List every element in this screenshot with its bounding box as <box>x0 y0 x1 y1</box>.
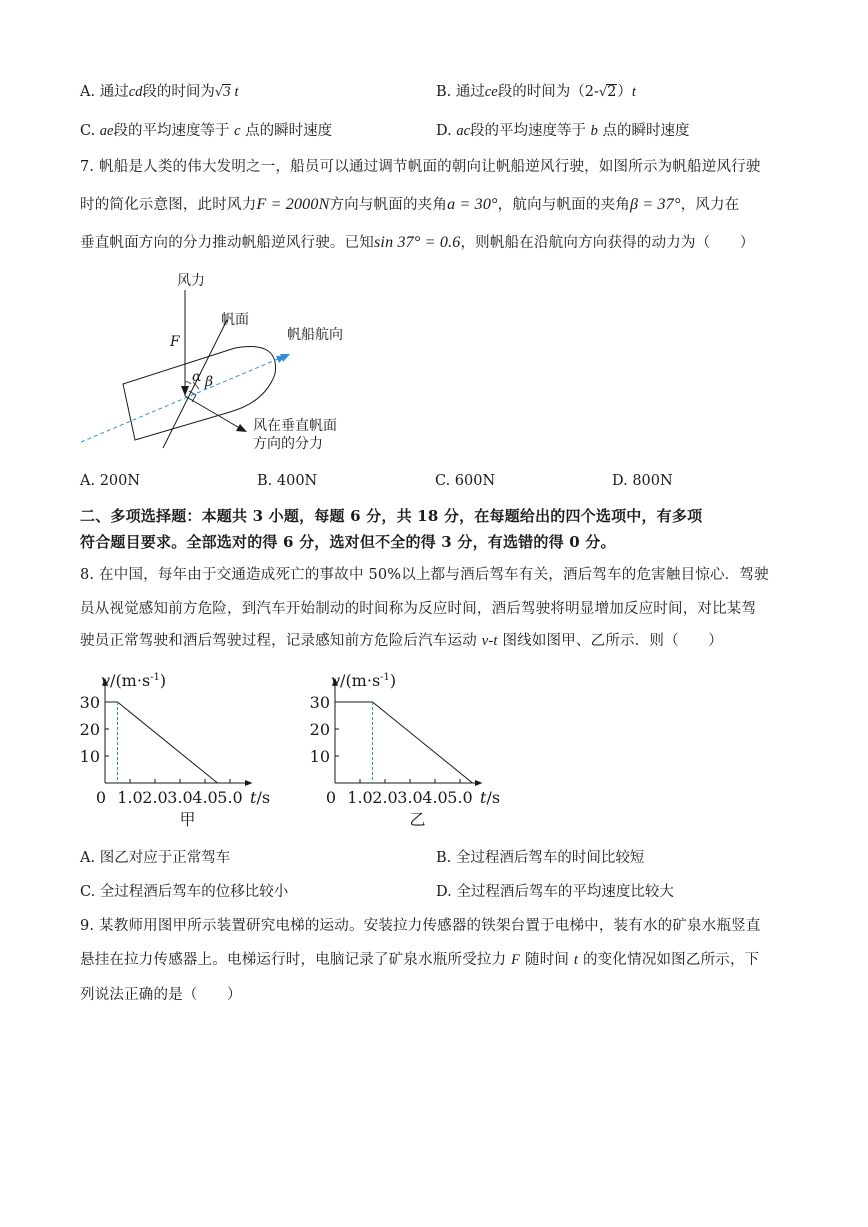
x-axis-label <box>250 788 270 807</box>
q9-line-3: 列说法正确的是（ ） <box>80 987 242 1003</box>
y-axis-label-part: /(m·s <box>110 671 151 691</box>
label-perp-2: 方向的分力 <box>253 436 323 452</box>
x-axis-label-part: t <box>480 788 487 807</box>
perp-component-arrowhead <box>236 424 247 432</box>
q9-line-1: 9. 某教师用图甲所示装置研究电梯的运动。安装拉力传感器的铁架台置于电梯中，装有水的矿泉水瓶竖直 <box>80 918 761 934</box>
x-tick-label: 5.0 <box>217 788 243 807</box>
x-tick-label: 5.0 <box>447 788 473 807</box>
q7-line-3: 垂直帆面方向的分力推动帆船逆风行驶。已知sin 37° = 0.6，则帆船在沿航向方向获得的动力为（ ） <box>80 234 755 251</box>
velocity-line <box>105 702 218 783</box>
y-tick-label: 30 <box>79 693 100 712</box>
x-tick-label: 1.0 <box>347 788 373 807</box>
y-axis-label-part: -1 <box>380 672 390 684</box>
x-axis-label-part: /s <box>486 788 501 807</box>
x-tick-label: 3.0 <box>397 788 423 807</box>
perp-component-line <box>185 396 243 430</box>
label-alpha: α <box>192 369 202 385</box>
q8-option-d: D. 全过程酒后驾车的平均速度比较大 <box>436 884 674 900</box>
y-tick-label: 10 <box>309 747 330 766</box>
label-beta: β <box>205 374 214 390</box>
q6-option-d: D. ac段的平均速度等于 b 点的瞬时速度 <box>436 123 690 139</box>
q9-line-2: 悬挂在拉力传感器上。电梯运行时，电脑记录了矿泉水瓶所受拉力 F 随时间 t 的变化情况如图乙所示，下 <box>80 952 760 968</box>
q8-option-a: A. 图乙对应于正常驾车 <box>80 850 231 866</box>
x-tick-label: 1.0 <box>117 788 143 807</box>
y-axis-label <box>101 671 166 690</box>
x-axis-label-part: /s <box>256 788 271 807</box>
sailboat-diagram <box>75 270 375 470</box>
x-tick-label: 0 <box>95 788 107 807</box>
sqrt-symbol: √ <box>598 85 608 100</box>
q6-option-b: B. 通过ce段的时间为（2-√2）t <box>436 84 636 100</box>
label-perp-1: 风在垂直帆面 <box>253 418 337 434</box>
right-angle-marker <box>189 391 196 402</box>
vt-chart-jia <box>72 662 312 832</box>
x-tick-label: 3.0 <box>167 788 193 807</box>
x-axis-label <box>480 788 500 807</box>
x-tick-label: 2.0 <box>372 788 398 807</box>
y-tick-label: 20 <box>79 720 100 739</box>
section-2-heading-line-1: 二、多项选择题：本题共 3 小题，每题 6 分，共 18 分，在每题给出的四个选项中，有多项 <box>80 507 703 525</box>
q6-option-a: A. 通过cd段的时间为√3 t <box>80 84 239 100</box>
section-2-heading-line-2: 符合题目要求。全部选对的得 6 分，选对但不全的得 3 分，有选错的得 0 分。 <box>80 533 616 551</box>
y-axis-label <box>331 671 396 690</box>
q8-line-2: 员从视觉感知前方危险，到汽车开始制动的时间称为反应时间，酒后驾驶将明显增加反应时间，对比某驾 <box>80 601 757 617</box>
q7-option-a: A. 200N <box>80 473 141 489</box>
q8-option-c: C. 全过程酒后驾车的位移比较小 <box>80 884 289 900</box>
q7-line-2: 时的简化示意图，此时风力F = 2000N方向与帆面的夹角a = 30°，航向与帆面的夹角β = 37°，风力在 <box>80 196 740 213</box>
label-F: F <box>170 334 180 350</box>
label-sail: 帆面 <box>221 312 249 328</box>
wind-force-arrowhead <box>181 386 189 396</box>
q8-line-3: 驶员正常驾驶和酒后驾驶过程，记录感知前方危险后汽车运动 v-t 图线如图甲、乙所示．则（ ） <box>80 633 723 649</box>
sqrt-symbol: √ <box>214 85 224 100</box>
velocity-line <box>335 702 473 783</box>
q7-option-d: D. 800N <box>612 473 673 489</box>
x-tick-label: 0 <box>325 788 337 807</box>
x-axis-label-part: t <box>250 788 257 807</box>
q6-option-c: C. ae段的平均速度等于 c 点的瞬时速度 <box>80 123 333 139</box>
y-tick-label: 10 <box>79 747 100 766</box>
y-axis-label-part: ) <box>159 671 167 691</box>
x-axis-arrowhead <box>245 780 253 786</box>
q8-line-1: 8. 在中国，每年由于交通造成死亡的事故中 50%以上都与酒后驾车有关，酒后驾车的危害触目惊心．驾驶 <box>80 567 769 583</box>
heading-arrowhead-tip <box>280 354 290 362</box>
y-axis-label-part: /(m·s <box>340 671 381 691</box>
y-axis-label-part: -1 <box>150 672 160 684</box>
chart-title: 乙 <box>409 810 426 829</box>
q8-option-b: B. 全过程酒后驾车的时间比较短 <box>436 850 645 866</box>
y-tick-label: 30 <box>309 693 330 712</box>
vt-chart-yi <box>302 662 542 832</box>
label-heading: 帆船航向 <box>287 327 343 343</box>
x-axis-arrowhead <box>475 780 483 786</box>
q7-line-1: 7. 帆船是人类的伟大发明之一，船员可以通过调节帆面的朝向让帆船逆风行驶，如图所示为帆船逆风行驶 <box>80 159 761 175</box>
q7-option-b: B. 400N <box>257 473 318 489</box>
chart-title: 甲 <box>179 810 196 829</box>
x-tick-label: 2.0 <box>142 788 168 807</box>
y-axis-label-part: ) <box>389 671 397 691</box>
y-tick-label: 20 <box>309 720 330 739</box>
x-tick-label: 4.0 <box>192 788 218 807</box>
q7-option-c: C. 600N <box>435 473 496 489</box>
x-tick-label: 4.0 <box>422 788 448 807</box>
y-axis-label-part: v <box>331 671 341 691</box>
label-wind: 风力 <box>177 273 205 289</box>
alpha-arc <box>185 382 191 384</box>
y-axis-label-part: v <box>101 671 111 691</box>
